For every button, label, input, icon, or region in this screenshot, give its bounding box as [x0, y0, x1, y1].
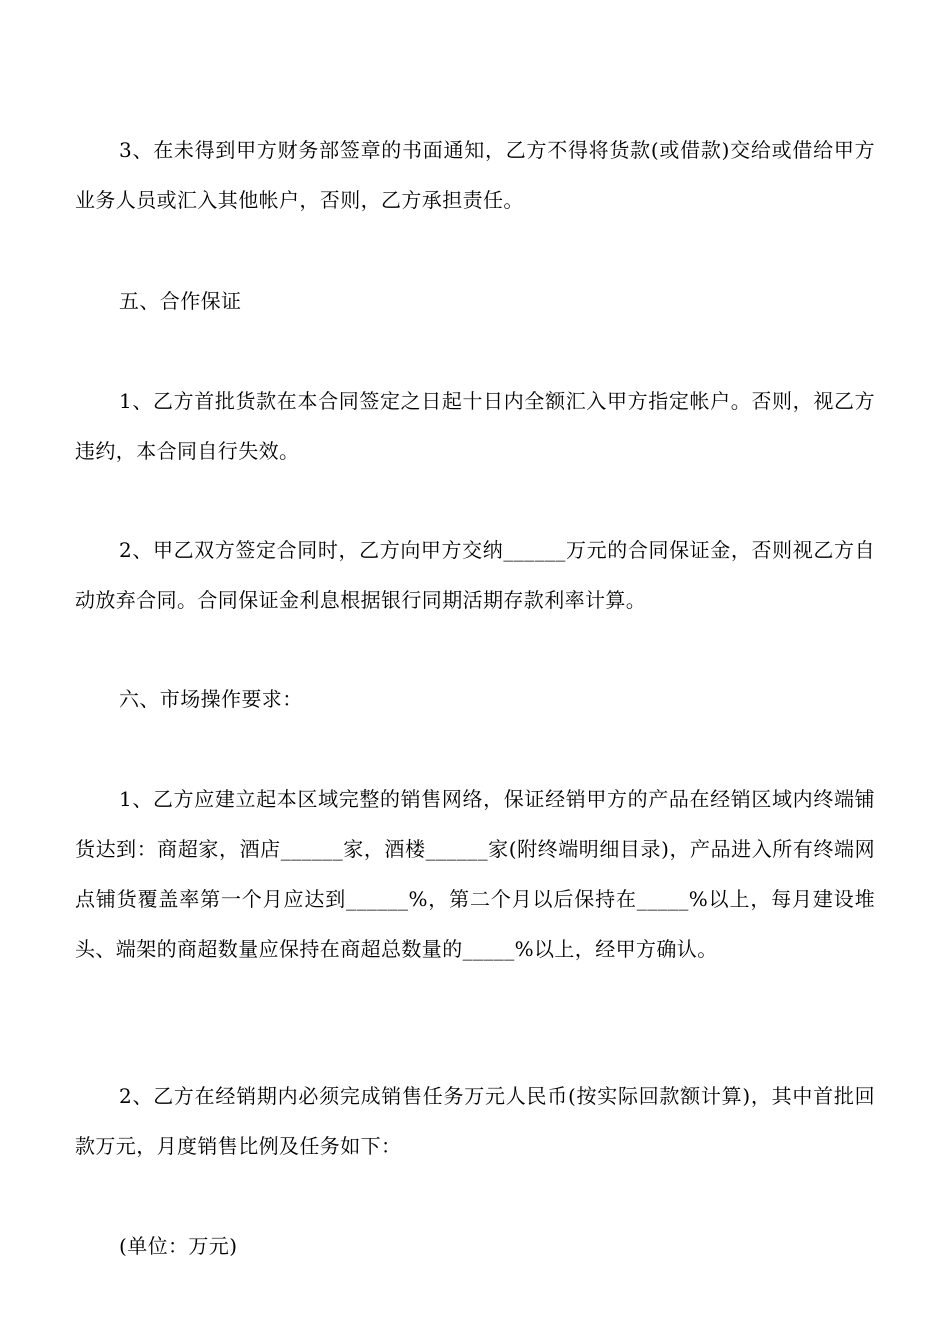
section-heading-cooperation-guarantee: 五、合作保证	[119, 289, 242, 313]
section-heading-market-operation: 六、市场操作要求：	[119, 687, 303, 711]
unit-note: (单位：万元)	[119, 1234, 238, 1258]
payment-clause-3: 3、在未得到甲方财务部签章的书面通知，乙方不得将货款(或借款)交给或借给甲方业务人员或汇入其他帐户，否则，乙方承担责任。	[75, 138, 875, 212]
guarantee-clause-1: 1、乙方首批货款在本合同签定之日起十日内全额汇入甲方指定帐户。否则，视乙方违约，本合同自行失效。	[75, 389, 875, 463]
market-clause-1: 1、乙方应建立起本区域完整的销售网络，保证经销甲方的产品在经销区域内终端铺货达到：商超家，酒店______家，酒楼______家(附终端明细目录)，产品进入所有终端网点铺货覆盖率第一个月应达到______%，第二个月以后保持在_____%以上，每月建设堆头、端架的商超数量应保持在商超总数量的_____%以上，经甲方确认。	[75, 787, 875, 961]
market-clause-2: 2、乙方在经销期内必须完成销售任务万元人民币(按实际回款额计算)，其中首批回款万元，月度销售比例及任务如下：	[75, 1084, 875, 1158]
guarantee-clause-2: 2、甲乙双方签定合同时，乙方向甲方交纳______万元的合同保证金，否则视乙方自动放弃合同。合同保证金利息根据银行同期活期存款利率计算。	[75, 538, 875, 612]
